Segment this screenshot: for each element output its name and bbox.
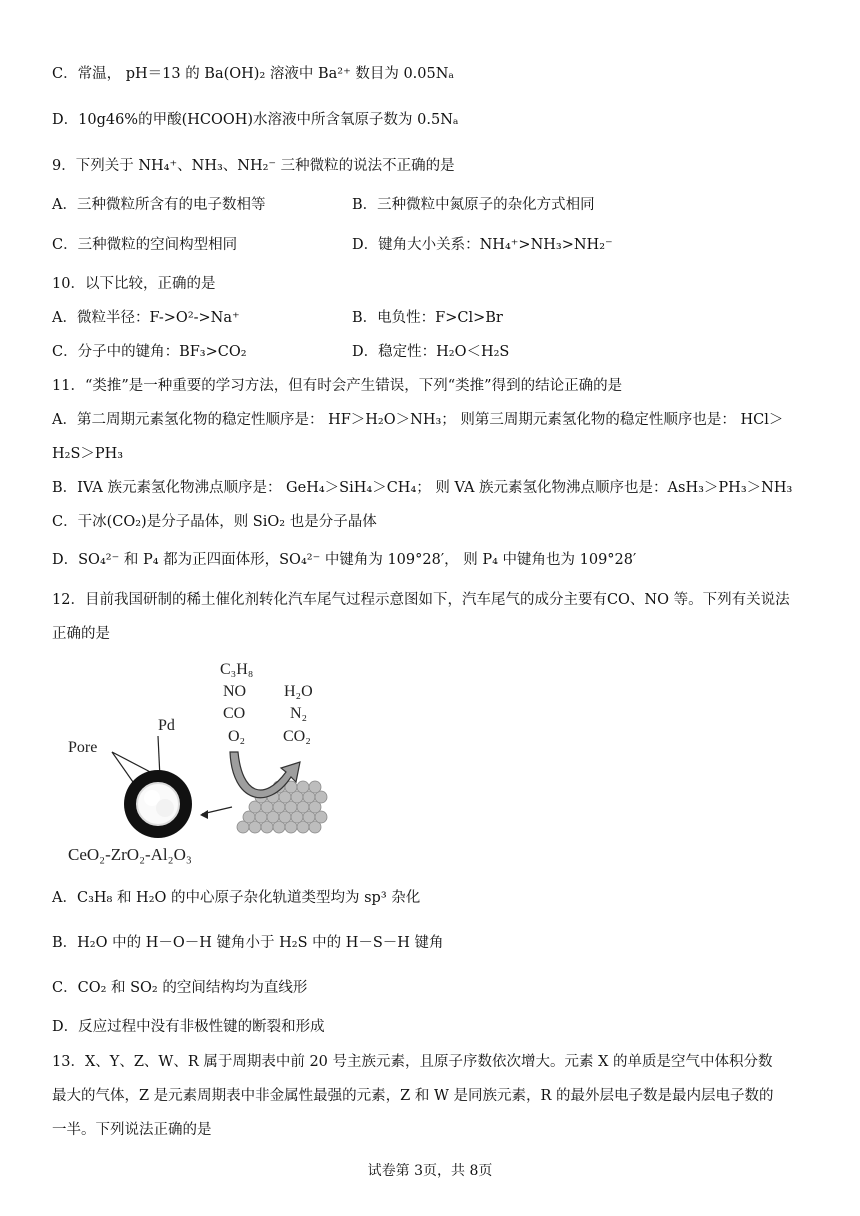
input-species-3: CO: [223, 705, 246, 722]
q9-option-a: A．三种微粒所含有的电子数相等: [52, 197, 266, 213]
input-species-2: NO: [223, 683, 247, 700]
q11-option-d: D．SO₄²⁻ 和 P₄ 都为正四面体形，SO₄²⁻ 中键角为 109°28′， 则 P₄ 中键角也为 109°28′: [52, 552, 637, 568]
q10-stem: 10．以下比较，正确的是: [52, 276, 216, 292]
q11-stem: 11．“类推”是一种重要的学习方法，但有时会产生错误，下列“类推”得到的结论正确的是: [52, 378, 623, 394]
q12-option-c: C．CO₂ 和 SO₂ 的空间结构均为直线形: [52, 980, 308, 996]
input-species-1: C₃H₈: [220, 661, 254, 678]
q11-option-b: B．IVA 族元素氢化物沸点顺序是： GeH₄＞SiH₄＞CH₄； 则 VA 族元素氢化物沸点顺序也是：AsH₃＞PH₃＞NH₃: [52, 480, 793, 496]
q12-stem-cont: 正确的是: [52, 626, 110, 642]
q11-option-c: C．干冰(CO₂)是分子晶体，则 SiO₂ 也是分子晶体: [52, 514, 377, 530]
q11-option-a-cont: H₂S＞PH₃: [52, 446, 124, 462]
q9-option-c: C．三种微粒的空间构型相同: [52, 237, 238, 253]
q10-option-d: D．稳定性：H₂O＜H₂S: [352, 344, 510, 360]
q9-option-d: D．键角大小关系：NH₄⁺>NH₃>NH₂⁻: [352, 237, 613, 253]
q10-option-c: C．分子中的键角：BF₃>CO₂: [52, 344, 247, 360]
q12-option-b: B．H₂O 中的 H－O－H 键角小于 H₂S 中的 H－S－H 键角: [52, 935, 444, 951]
q10-option-b: B．电负性：F>Cl>Br: [352, 310, 503, 326]
q8-option-d: D．10g46%的甲酸(HCOOH)水溶液中所含氧原子数为 0.5Nₐ: [52, 112, 459, 128]
q9-stem: 9．下列关于 NH₄⁺、NH₃、NH₂⁻ 三种微粒的说法不正确的是: [52, 158, 455, 174]
catalyst-diagram: [60, 652, 350, 867]
q13-stem-cont2: 一半。下列说法正确的是: [52, 1122, 212, 1138]
q9-option-b: B．三种微粒中氮原子的杂化方式相同: [352, 197, 595, 213]
output-species-1: H₂O: [284, 683, 313, 700]
q13-stem: 13．X、Y、Z、W、R 属于周期表中前 20 号主族元素，且原子序数依次增大。元素 X 的单质是空气中体积分数: [52, 1054, 773, 1070]
pd-label: Pd: [158, 717, 175, 734]
output-species-2: N₂: [290, 705, 308, 722]
input-species-4: O₂: [228, 728, 246, 745]
support-label: CeO₂-ZrO₂-Al₂O₃: [68, 845, 192, 864]
q8-option-c: C．常温， pH＝13 的 Ba(OH)₂ 溶液中 Ba²⁺ 数目为 0.05Nₐ: [52, 66, 455, 82]
q13-stem-cont1: 最大的气体，Z 是元素周期表中非金属性最强的元素，Z 和 W 是同族元素，R 的最外层电子数是最内层电子数的: [52, 1088, 774, 1104]
q11-option-a: A．第二周期元素氢化物的稳定性顺序是： HF＞H₂O＞NH₃； 则第三周期元素氢化物的稳定性顺序也是： HCl＞: [52, 412, 784, 428]
pore-label: Pore: [68, 739, 98, 756]
q10-option-a: A．微粒半径：F->O²->Na⁺: [52, 310, 240, 326]
page-footer: 试卷第 3页，共 8页: [367, 1163, 493, 1179]
q12-option-d: D．反应过程中没有非极性键的断裂和形成: [52, 1019, 325, 1035]
q12-stem: 12．目前我国研制的稀土催化剂转化汽车尾气过程示意图如下，汽车尾气的成分主要有CO、NO 等。下列有关说法: [52, 592, 790, 608]
q12-option-a: A．C₃H₈ 和 H₂O 的中心原子杂化轨道类型均为 sp³ 杂化: [52, 890, 421, 906]
output-species-3: CO₂: [283, 728, 311, 745]
